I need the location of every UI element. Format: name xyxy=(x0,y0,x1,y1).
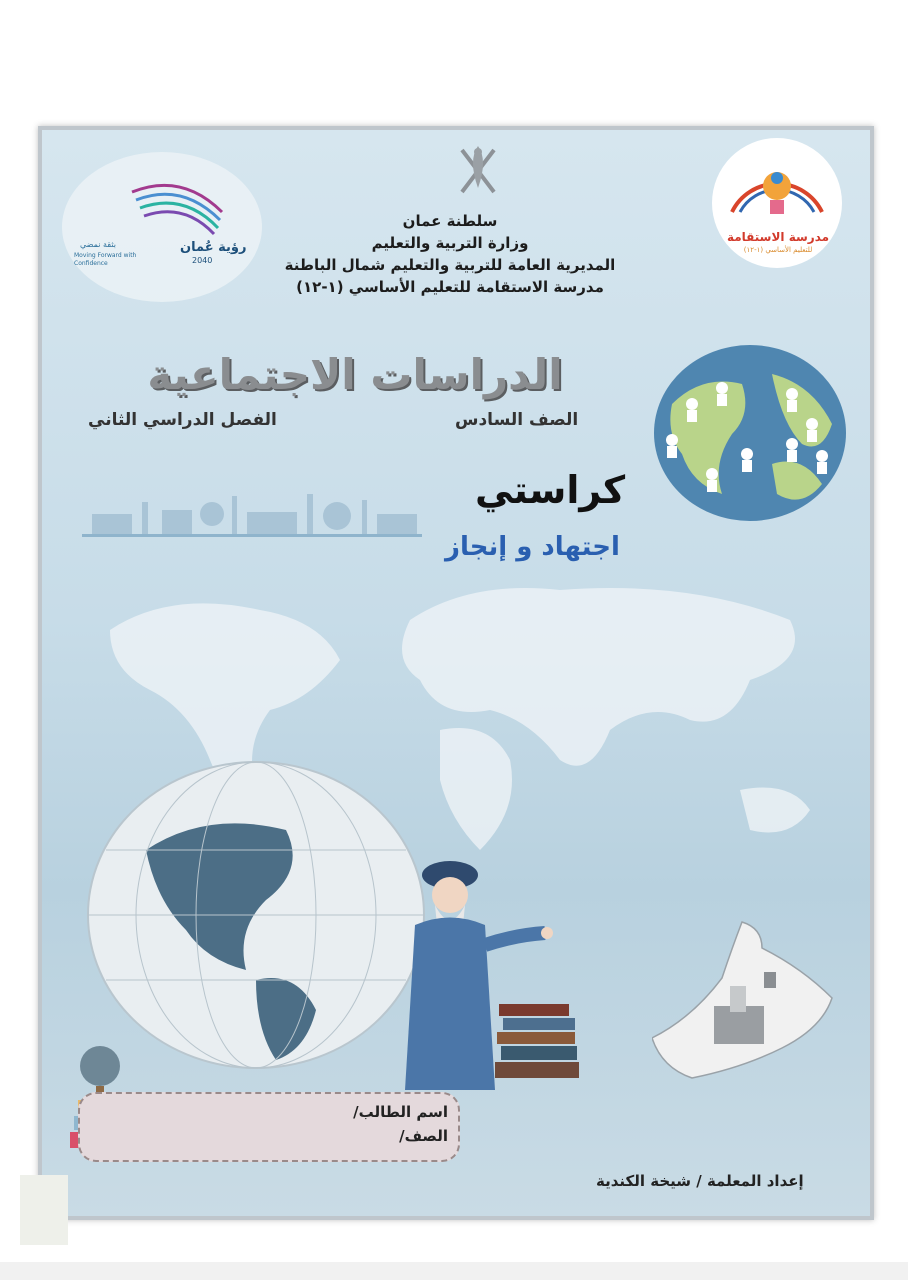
large-globe-illustration xyxy=(86,760,426,1070)
bottom-strip xyxy=(0,1262,908,1280)
student-info-lines xyxy=(353,1100,448,1148)
vision-title: رؤية عُمان xyxy=(180,240,247,255)
school-logo xyxy=(712,138,842,268)
header-line-school: مدرسة الاستقامة للتعليم الأساسي (١-١٢) xyxy=(296,278,604,296)
watermark-square xyxy=(20,1175,68,1245)
vision-slogan-ar: بثقة نمضي xyxy=(80,240,116,249)
skyline-illustration xyxy=(82,490,422,540)
school-lamp-icon xyxy=(720,142,834,232)
vision-swirl-icon xyxy=(122,172,232,242)
header-line-directorate: المديرية العامة للتربية والتعليم شمال الباطنة xyxy=(284,256,616,274)
watermark-block xyxy=(20,1175,230,1245)
oman-emblem-icon xyxy=(452,140,504,202)
header-line-ministry: وزارة التربية والتعليم xyxy=(371,234,529,252)
vision-slogan-en: Moving Forward with Confidence xyxy=(74,252,137,267)
school-logo-title: مدرسة الاستقامة xyxy=(726,230,830,244)
teacher-credit: إعداد المعلمة / شيخة الكندية xyxy=(596,1172,804,1190)
ministry-header xyxy=(230,210,670,298)
student-class-label: الصف/ xyxy=(399,1127,448,1145)
student-name-label: اسم الطالب/ xyxy=(353,1103,448,1121)
school-logo-subtitle: للتعليم الأساسي (١-١٢) xyxy=(743,246,813,254)
subject-title: الدراسات الاجتماعية xyxy=(147,350,563,399)
grade-label: الصف السادس xyxy=(455,410,579,430)
books-stack-icon xyxy=(495,1000,585,1082)
oman-map-illustration xyxy=(652,918,848,1082)
motto-text: اجتهاد و إنجاز xyxy=(445,532,620,562)
header-line-country: سلطنة عمان xyxy=(402,212,498,230)
globe-people-illustration xyxy=(652,344,848,522)
notebook-title: كراستي xyxy=(475,468,626,512)
student-info-box xyxy=(78,1092,460,1162)
semester-label: الفصل الدراسي الثاني xyxy=(88,410,277,430)
vision-year: 2040 xyxy=(192,256,213,265)
